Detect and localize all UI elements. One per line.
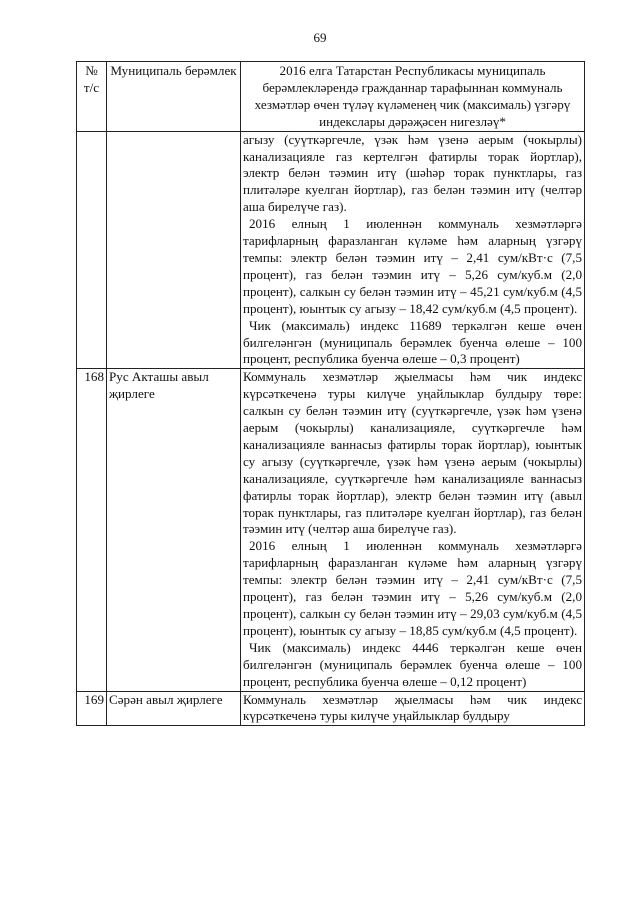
- row-description: [241, 691, 585, 726]
- table-header-row: [77, 62, 585, 132]
- table-row: [77, 369, 585, 691]
- header-number: № т/с: [77, 62, 107, 132]
- paragraph: Коммуналь хезмәтләр җыелмасы һәм чик индекс күрсәткеченә туры килүче уңайлыклар булдыру төре: салкын су белән тәэмин итү (суүткәргечле, үзәк һәм үзенә аерым (чокырлы) канализацияле, суүткәргечле һәм канализацияле ваннасыз фатирлы торак йортлар), юынтык су агызу (суүткәргечле, үзәк һәм үзенә аерым (чокырлы) канализацияле, суүткәргечле һәм канализацияле ваннасыз фатирлы торак йортлар), электр белән тәэмин итү (авыл торак пунктлары, газ плитәләре куелган йортлар), газ белән тәэмин итү (челтәр аша бирелүче газ).: [243, 369, 582, 537]
- paragraph: Коммуналь хезмәтләр җыелмасы һәм чик индекс күрсәткеченә туры килүче уңайлыклар булдыру: [243, 691, 582, 724]
- paragraph: 2016 елның 1 июленнән коммуналь хезмәтләргә тарифларның фаразланган күләме һәм аларның үзгәрү темпы: электр белән тәэмин итү – 2,41 сум/кВт·с (7,5 процент), газ белән тәэмин итү – 5,26 сум/куб.м (2,0 процент), салкын су белән тәэмин итү – 45,21 сум/куб.м (4,5 процент), юынтык су агызу – 18,42 сум/куб.м (4,5 процент).: [243, 216, 582, 316]
- header-municipality: Муниципаль берәмлек: [107, 62, 241, 132]
- row-number: [77, 131, 107, 369]
- row-description: [241, 369, 585, 691]
- table-row: [77, 691, 585, 726]
- row-municipality: [107, 131, 241, 369]
- header-description: 2016 елга Татарстан Республикасы муниципаль берәмлекләрендә гражданнар тарафыннан коммуналь хезмәтләр өчен түләү күләменең чик (максималь) үзгәрү индекслары дәрәҗәсен нигезләү*: [241, 62, 585, 132]
- row-municipality: Сәрән авыл җирлеге: [107, 691, 241, 726]
- row-number: 168: [77, 369, 107, 691]
- paragraph: 2016 елның 1 июленнән коммуналь хезмәтләргә тарифларның фаразланган күләме һәм аларның үзгәрү темпы: электр белән тәэмин итү – 2,41 сум/кВт·с (7,5 процент), газ белән тәэмин итү – 5,26 сум/куб.м (2,0 процент), салкын су белән тәэмин итү – 29,03 сум/куб.м (4,5 процент), юынтык су агызу – 18,85 сум/куб.м (4,5 процент).: [243, 538, 582, 638]
- paragraph: Чик (максималь) индекс 4446 теркәлгән кеше өчен билгеләнгән (муниципаль берәмлек буенча өлеше – 100 процент, республика буенча өлеше – 0,12 процент): [243, 639, 582, 689]
- indices-table: [76, 61, 585, 726]
- table-row: [77, 131, 585, 369]
- paragraph: агызу (суүткәргечле, үзәк һәм үзенә аерым (чокырлы) канализацияле газ кертелгән фатирлы торак йортлар), электр белән тәэмин итү (шәһәр торак пунктлары, газ плитәләре куелган йортлар), газ белән тәэмин итү (челтәр аша бирелүче газ).: [243, 131, 582, 215]
- page-number: 69: [313, 30, 327, 45]
- row-municipality: Рус Акташы авыл җирлеге: [107, 369, 241, 691]
- row-number: 169: [77, 691, 107, 726]
- row-description: [241, 131, 585, 369]
- paragraph: Чик (максималь) индекс 11689 теркәлгән кеше өчен билгеләнгән (муниципаль берәмлек буенча өлеше – 100 процент, республика буенча өлеше – 0,3 процент): [243, 317, 582, 367]
